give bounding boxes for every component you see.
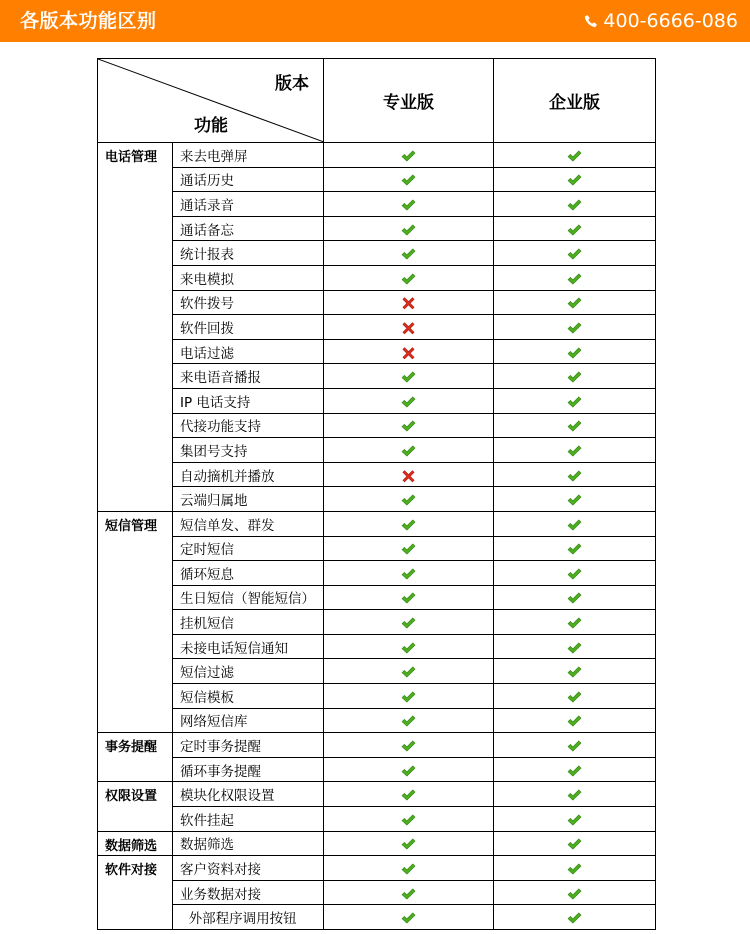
check-icon (567, 911, 582, 925)
table-row (98, 487, 656, 512)
check-icon (401, 370, 416, 384)
ent-support-cell (494, 831, 656, 856)
table-row (98, 807, 656, 832)
check-icon (401, 272, 416, 286)
check-icon (567, 346, 582, 360)
table-row (98, 733, 656, 758)
ent-support-cell (494, 536, 656, 561)
table-row (98, 388, 656, 413)
table-row (98, 536, 656, 561)
check-icon (567, 739, 582, 753)
pro-support-cell (324, 880, 494, 905)
pro-support-cell (324, 143, 494, 168)
table-row (98, 462, 656, 487)
feature-comparison-table (97, 58, 655, 930)
feature-name-cell: 挂机短信 (173, 610, 324, 635)
check-icon (401, 444, 416, 458)
check-icon (401, 690, 416, 704)
table-row (98, 684, 656, 709)
table-row (98, 290, 656, 315)
pro-support-cell (324, 290, 494, 315)
feature-name-cell: 云端归属地 (173, 487, 324, 512)
check-icon (567, 690, 582, 704)
feature-name-cell: 循环短息 (173, 561, 324, 586)
check-icon (567, 149, 582, 163)
check-icon (401, 542, 416, 556)
pro-support-cell (324, 856, 494, 881)
ent-support-cell (494, 856, 656, 881)
table-row (98, 438, 656, 463)
feature-name-cell: 短信单发、群发 (173, 511, 324, 536)
feature-name-cell: 集团号支持 (173, 438, 324, 463)
header-corner-cell (98, 59, 324, 143)
check-icon (401, 837, 416, 851)
check-icon (401, 419, 416, 433)
pro-support-cell (324, 536, 494, 561)
check-icon (401, 518, 416, 532)
table-row (98, 192, 656, 217)
check-icon (567, 862, 582, 876)
pro-support-cell (324, 339, 494, 364)
table-row (98, 782, 656, 807)
check-icon (567, 173, 582, 187)
pro-support-cell (324, 831, 494, 856)
ent-support-cell (494, 315, 656, 340)
pro-support-cell (324, 315, 494, 340)
cross-icon (401, 346, 416, 360)
category-cell: 数据筛选 (98, 831, 173, 856)
category-cell: 软件对接 (98, 856, 173, 930)
table-row (98, 241, 656, 266)
table-row (98, 757, 656, 782)
table-row (98, 831, 656, 856)
pro-support-cell (324, 192, 494, 217)
table-row (98, 856, 656, 881)
check-icon (567, 567, 582, 581)
feature-name-cell: 来电模拟 (173, 265, 324, 290)
page-header (0, 0, 750, 42)
check-icon (401, 788, 416, 802)
category-cell: 电话管理 (98, 143, 173, 512)
feature-name-cell: 通话录音 (173, 192, 324, 217)
phone-contact[interactable] (583, 0, 738, 42)
cross-icon (401, 321, 416, 335)
feature-name-cell: IP 电话支持 (173, 388, 324, 413)
ent-support-cell (494, 290, 656, 315)
pro-support-cell (324, 807, 494, 832)
check-icon (401, 887, 416, 901)
check-icon (567, 714, 582, 728)
check-icon (401, 714, 416, 728)
pro-support-cell (324, 167, 494, 192)
category-cell: 权限设置 (98, 782, 173, 831)
check-icon (401, 665, 416, 679)
ent-support-cell (494, 585, 656, 610)
pro-support-cell (324, 364, 494, 389)
ent-support-cell (494, 561, 656, 586)
feature-name-cell: 软件挂起 (173, 807, 324, 832)
ent-support-cell (494, 807, 656, 832)
pro-support-cell (324, 487, 494, 512)
check-icon (567, 419, 582, 433)
check-icon (401, 149, 416, 163)
table-row (98, 634, 656, 659)
check-icon (567, 813, 582, 827)
ent-support-cell (494, 413, 656, 438)
table-row (98, 561, 656, 586)
check-icon (401, 247, 416, 261)
feature-name-cell: 软件拨号 (173, 290, 324, 315)
check-icon (567, 444, 582, 458)
pro-support-cell (324, 265, 494, 290)
check-icon (401, 173, 416, 187)
check-icon (567, 493, 582, 507)
check-icon (567, 223, 582, 237)
feature-name-cell: 定时事务提醒 (173, 733, 324, 758)
pro-support-cell (324, 610, 494, 635)
feature-name-cell: 外部程序调用按钮 (173, 905, 324, 930)
ent-support-cell (494, 511, 656, 536)
feature-name-cell: 模块化权限设置 (173, 782, 324, 807)
feature-name-cell: 客户资料对接 (173, 856, 324, 881)
ent-support-cell (494, 143, 656, 168)
check-icon (567, 887, 582, 901)
feature-name-cell: 生日短信（智能短信） (173, 585, 324, 610)
check-icon (401, 616, 416, 630)
feature-name-cell: 未接电话短信通知 (173, 634, 324, 659)
feature-name-cell: 来去电弹屏 (173, 143, 324, 168)
check-icon (567, 665, 582, 679)
feature-name-cell: 自动摘机并播放 (173, 462, 324, 487)
edition-pro-header: 专业版 (324, 59, 494, 143)
check-icon (401, 493, 416, 507)
feature-name-cell: 定时短信 (173, 536, 324, 561)
check-icon (567, 272, 582, 286)
feature-name-cell: 通话历史 (173, 167, 324, 192)
category-cell: 事务提醒 (98, 733, 173, 782)
check-icon (567, 542, 582, 556)
feature-name-cell: 网络短信库 (173, 708, 324, 733)
ent-support-cell (494, 659, 656, 684)
feature-name-cell: 业务数据对接 (173, 880, 324, 905)
check-icon (401, 395, 416, 409)
table-row (98, 585, 656, 610)
check-icon (567, 296, 582, 310)
feature-name-cell: 循环事务提醒 (173, 757, 324, 782)
ent-support-cell (494, 880, 656, 905)
feature-name-cell: 短信模板 (173, 684, 324, 709)
pro-support-cell (324, 438, 494, 463)
category-cell: 短信管理 (98, 511, 173, 732)
pro-support-cell (324, 733, 494, 758)
table-row (98, 216, 656, 241)
pro-support-cell (324, 782, 494, 807)
check-icon (567, 616, 582, 630)
ent-support-cell (494, 905, 656, 930)
pro-support-cell (324, 413, 494, 438)
ent-support-cell (494, 265, 656, 290)
ent-support-cell (494, 487, 656, 512)
edition-ent-header: 企业版 (494, 59, 656, 143)
table-row (98, 265, 656, 290)
ent-support-cell (494, 364, 656, 389)
feature-name-cell: 统计报表 (173, 241, 324, 266)
check-icon (401, 223, 416, 237)
pro-support-cell (324, 634, 494, 659)
ent-support-cell (494, 733, 656, 758)
check-icon (567, 591, 582, 605)
table-row (98, 880, 656, 905)
check-icon (567, 321, 582, 335)
feature-name-cell: 电话过滤 (173, 339, 324, 364)
table-row (98, 339, 656, 364)
feature-name-cell: 通话备忘 (173, 216, 324, 241)
check-icon (567, 518, 582, 532)
pro-support-cell (324, 388, 494, 413)
table-row (98, 167, 656, 192)
ent-support-cell (494, 216, 656, 241)
table-row (98, 413, 656, 438)
ent-support-cell (494, 339, 656, 364)
check-icon (567, 198, 582, 212)
table-row (98, 143, 656, 168)
check-icon (567, 788, 582, 802)
check-icon (401, 198, 416, 212)
table-row (98, 315, 656, 340)
check-icon (401, 813, 416, 827)
feature-name-cell: 数据筛选 (173, 831, 324, 856)
check-icon (401, 911, 416, 925)
table-row (98, 905, 656, 930)
check-icon (567, 641, 582, 655)
check-icon (401, 567, 416, 581)
ent-support-cell (494, 167, 656, 192)
cross-icon (401, 296, 416, 310)
ent-support-cell (494, 708, 656, 733)
pro-support-cell (324, 462, 494, 487)
pro-support-cell (324, 585, 494, 610)
feature-name-cell: 短信过滤 (173, 659, 324, 684)
pro-support-cell (324, 905, 494, 930)
ent-support-cell (494, 462, 656, 487)
check-icon (567, 370, 582, 384)
table-row (98, 708, 656, 733)
pro-support-cell (324, 511, 494, 536)
corner-edition-label: 版本 (275, 74, 309, 94)
check-icon (401, 862, 416, 876)
feature-name-cell: 代接功能支持 (173, 413, 324, 438)
pro-support-cell (324, 241, 494, 266)
check-icon (401, 591, 416, 605)
phone-number: 400-6666-086 (603, 10, 738, 32)
table-row (98, 610, 656, 635)
pro-support-cell (324, 708, 494, 733)
ent-support-cell (494, 757, 656, 782)
check-icon (567, 469, 582, 483)
check-icon (567, 395, 582, 409)
pro-support-cell (324, 216, 494, 241)
check-icon (401, 641, 416, 655)
ent-support-cell (494, 388, 656, 413)
page-title: 各版本功能区别 (20, 10, 157, 32)
table-row (98, 511, 656, 536)
check-icon (567, 764, 582, 778)
pro-support-cell (324, 684, 494, 709)
ent-support-cell (494, 684, 656, 709)
ent-support-cell (494, 241, 656, 266)
check-icon (567, 837, 582, 851)
corner-feature-label: 功能 (194, 116, 228, 136)
ent-support-cell (494, 782, 656, 807)
ent-support-cell (494, 438, 656, 463)
phone-icon (583, 13, 598, 30)
table-row (98, 364, 656, 389)
table-row (98, 659, 656, 684)
pro-support-cell (324, 757, 494, 782)
check-icon (401, 764, 416, 778)
ent-support-cell (494, 634, 656, 659)
check-icon (401, 739, 416, 753)
ent-support-cell (494, 192, 656, 217)
ent-support-cell (494, 610, 656, 635)
check-icon (567, 247, 582, 261)
feature-name-cell: 来电语音播报 (173, 364, 324, 389)
feature-name-cell: 软件回拨 (173, 315, 324, 340)
pro-support-cell (324, 561, 494, 586)
cross-icon (401, 469, 416, 483)
pro-support-cell (324, 659, 494, 684)
